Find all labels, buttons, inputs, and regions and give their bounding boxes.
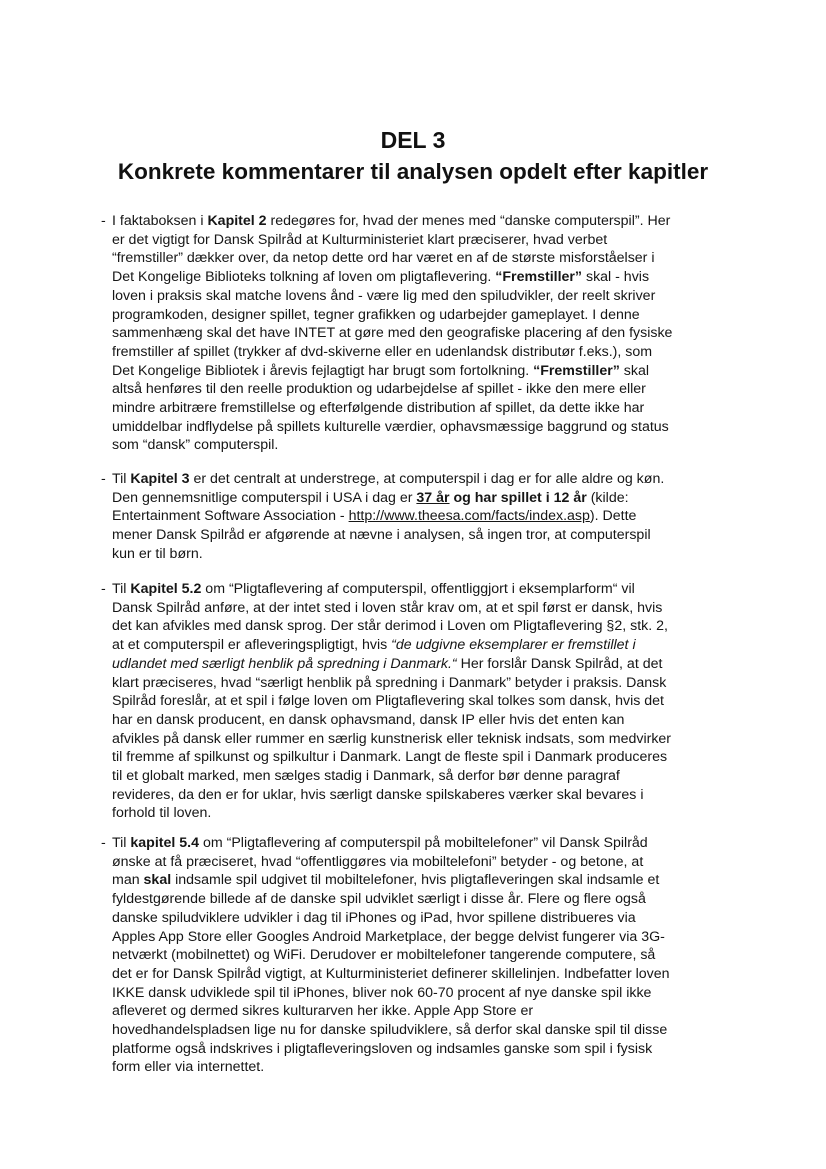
text-line — [112, 804, 752, 823]
bold-text: Kapitel 3 — [130, 471, 190, 487]
text-line — [112, 909, 752, 928]
text-run: forhold til loven. — [112, 805, 212, 822]
text-line — [112, 674, 752, 693]
italic-quote: udlandet med særligt henblik på spredning i Danmark.“ — [112, 655, 457, 672]
text-line — [112, 249, 752, 268]
text-run: programkoden, designer spillet, tegner grafikken og udarbejder gameplayet. I denne — [112, 306, 640, 323]
bold-text: “Fremstiller” — [533, 362, 620, 379]
bold-text: og har spillet i 12 år — [449, 489, 587, 506]
text-line — [112, 890, 752, 909]
text-line — [112, 853, 752, 872]
text-run: form eller via internettet. — [112, 1059, 265, 1076]
text-line — [112, 946, 752, 965]
text-run: Til — [112, 471, 131, 487]
text-run: om “Pligtaflevering af computerspil, offentliggjort i eksemplarform“ vil — [201, 581, 635, 597]
bold-text: kapitel 5.4 — [130, 835, 200, 851]
text-line — [112, 1040, 752, 1059]
text-line — [112, 928, 752, 947]
text-line — [112, 748, 752, 767]
text-run: det kan afvikles med dansk sprog. Der står derimod i Loven om Pligtaflevering §2, stk. 2, — [112, 618, 668, 635]
text-line — [112, 1021, 752, 1040]
text-run: fyldestgørende billede af de danske spil udviklet særligt i disse år. Flere og flere også — [112, 891, 646, 908]
text-line — [112, 711, 752, 730]
text-run: Til — [112, 835, 131, 851]
text-run: Spilråd foreslår, at et spil i følge loven om Pligtaflevering skal tolkes som dansk, hvis det — [112, 693, 664, 710]
text-run: som “dansk” computerspil. — [112, 437, 279, 454]
text-run: Apples App Store eller Googles Android Marketplace, der begge delvist fungerer via 3G- — [112, 928, 665, 945]
text-run: umiddelbar indflydelse på spillets kulturelle værdier, ophavsmæssige baggrund og status — [112, 418, 669, 435]
text-line — [112, 436, 752, 455]
text-line — [112, 786, 752, 805]
paragraph-kapitel-2 — [101, 212, 752, 455]
text-run: sammenhæng skal det have INTET at gøre med den geografiske placering af den fysiske — [112, 325, 673, 342]
text-line — [112, 730, 752, 749]
text-line — [112, 984, 752, 1003]
text-line — [112, 1002, 752, 1021]
text-line — [112, 636, 752, 655]
link-text[interactable]: http://www.theesa.com/facts/index.asp — [348, 508, 590, 525]
text-run: til fremme af spilkunst og spilkultur i Danmark. Langt de fleste spil i Danmark produceres — [112, 749, 668, 766]
text-run: indsamle spil udgivet til mobiltelefoner, hvis pligtafleveringen skal indsamle et — [171, 872, 660, 889]
text-line — [112, 834, 752, 853]
text-run: I faktaboksen i — [112, 213, 208, 229]
page-subtitle: Konkrete kommentarer til analysen opdelt efter kapitler — [117, 159, 709, 184]
text-run: afvikles på dansk eller rummer en særlig kunstnerisk eller teknisk indsats, som medvirker — [112, 730, 672, 747]
bullet-dash: - — [101, 835, 106, 851]
text-run: loven i praksis skal matche lovens ånd - være lig med den spiludvikler, der reelt skriver — [112, 287, 656, 304]
text-run: ønske at få præciseret, hvad “offentliggøres via mobiltelefoni” betyder - og betone, at — [112, 853, 644, 870]
text-run: platforme også indskrives i pligtafleveringsloven og indsamles ganske som spil i fysisk — [112, 1040, 653, 1057]
text-line — [112, 545, 752, 564]
page-title: DEL 3 — [380, 127, 446, 153]
text-run: hovedhandelspladsen lige nu for danske spiludviklere, så derfor skal danske spil til disse — [112, 1022, 668, 1039]
text-line — [112, 507, 752, 526]
text-run: fremstiller af spillet (trykker af dvd-skiverne eller en udenlandsk distributør f.eks.), som — [112, 343, 653, 360]
italic-quote: “de udgivne eksemplarer er fremstillet i — [391, 637, 636, 654]
text-line — [112, 362, 752, 381]
text-line — [112, 324, 752, 343]
text-line — [112, 1058, 752, 1077]
bold-text: Kapitel 2 — [207, 213, 267, 229]
text-line — [112, 489, 752, 508]
text-run: om “Pligtaflevering af computerspil på mobiltelefoner” vil Dansk Spilråd — [199, 835, 648, 851]
text-run: kun er til børn. — [112, 545, 203, 562]
text-run: mener Dansk Spilråd er afgørende at nævne i analysen, så ingen tror, at computerspil — [112, 527, 651, 544]
text-line — [112, 965, 752, 984]
bullet-dash: - — [101, 581, 106, 597]
text-run: klart præciseres, hvad “særligt henblik på spredning i Danmark” betyder i praksis. Dansk — [112, 674, 667, 691]
text-run: at et computerspil er afleveringspligtigt, hvis — [112, 637, 392, 654]
bold-text: Kapitel 5.2 — [130, 581, 202, 597]
text-line — [112, 617, 752, 636]
text-line — [112, 399, 752, 418]
text-line — [112, 599, 752, 618]
text-line — [112, 418, 752, 437]
bold-text: “Fremstiller” — [495, 269, 583, 286]
text-run: revideres, da den er for uklar, hvis særligt danske spilskaberes værker skal bevares i — [112, 786, 644, 803]
paragraph-kapitel-3 — [101, 470, 752, 564]
text-line — [112, 526, 752, 545]
paragraph-kapitel-5-4 — [101, 834, 752, 1077]
text-run: ). Dette — [589, 508, 637, 525]
text-line — [112, 470, 752, 489]
text-run: netværkt (mobilnettet) og WiFi. Derudover er mobiltelefoner tangerende computere, så — [112, 947, 656, 964]
text-run: skal - hvis — [582, 269, 650, 286]
text-run: Dansk Spilråd anføre, at der intet sted i loven står krav om, at et spil først er dansk, hvis — [112, 599, 663, 616]
bold-text: skal — [143, 872, 172, 889]
text-run: Her forslår Dansk Spilråd, at det — [456, 655, 663, 672]
text-run: har en dansk producent, en dansk ophavsmand, dansk IP eller hvis det enten kan — [112, 711, 625, 728]
text-run: redegøres for, hvad der menes med “danske computerspil”. Her — [266, 213, 671, 229]
text-line — [112, 380, 752, 399]
text-run: altså henføres til den reelle produktion og udarbejdelse af spillet - ikke den mere eller — [112, 381, 646, 398]
text-run: er det vigtigt for Dansk Spilråd at Kulturministeriet klart præciserer, hvad verbet — [112, 231, 608, 248]
text-run: “fremstiller” dækker over, da netop dette ord har været en af de største misforståelser i — [112, 250, 655, 267]
text-run: IKKE dansk udviklede spil til iPhones, bliver nok 60-70 procent af nye danske spil ikke — [112, 984, 652, 1001]
text-line — [112, 692, 752, 711]
text-run: mindre arbitrære fremstillelse og efterfølgende distribution af spillet, da dette ikke har — [112, 400, 645, 417]
text-line — [112, 231, 752, 250]
text-run: det er for Dansk Spilråd vigtigt, at Kulturministeriet definerer skillelinjen. Indbefatter loven — [112, 965, 670, 982]
text-run: skal — [619, 362, 650, 379]
text-line — [112, 268, 752, 287]
text-run: Entertainment Software Association - — [112, 508, 349, 525]
text-line — [112, 655, 752, 674]
text-run: afleveret og dermed sikres kulturarven her ikke. Apple App Store er — [112, 1003, 534, 1020]
text-run: Den gennemsnitlige computerspil i USA i dag er — [112, 489, 417, 506]
text-run: er det centralt at understrege, at computerspil i dag er for alle aldre og køn. — [189, 471, 665, 487]
text-run: Til — [112, 581, 131, 597]
text-run: til et globalt marked, men sælges stadig i Danmark, så derfor bør denne paragraf — [112, 768, 620, 785]
text-line — [112, 287, 752, 306]
bullet-dash: - — [101, 213, 106, 229]
text-run: Det Kongelige Biblioteks tolkning af loven om pligtaflevering. — [112, 269, 496, 286]
link-text: 37 år — [416, 489, 450, 506]
text-line — [112, 580, 752, 599]
text-line — [112, 767, 752, 786]
text-run: Det Kongelige Bibliotek i årevis fejlagtigt har brugt som fortolkning. — [112, 362, 534, 379]
text-run: man — [112, 872, 144, 889]
text-run: (kilde: — [586, 489, 629, 506]
text-line — [112, 343, 752, 362]
paragraph-kapitel-5-2 — [101, 580, 752, 823]
text-line — [112, 306, 752, 325]
text-line — [112, 212, 752, 231]
bullet-dash: - — [101, 471, 106, 487]
text-line — [112, 871, 752, 890]
text-run: danske spiludviklere udvikler i dag til iPhones og iPad, hvor spillene distribueres via — [112, 909, 636, 926]
